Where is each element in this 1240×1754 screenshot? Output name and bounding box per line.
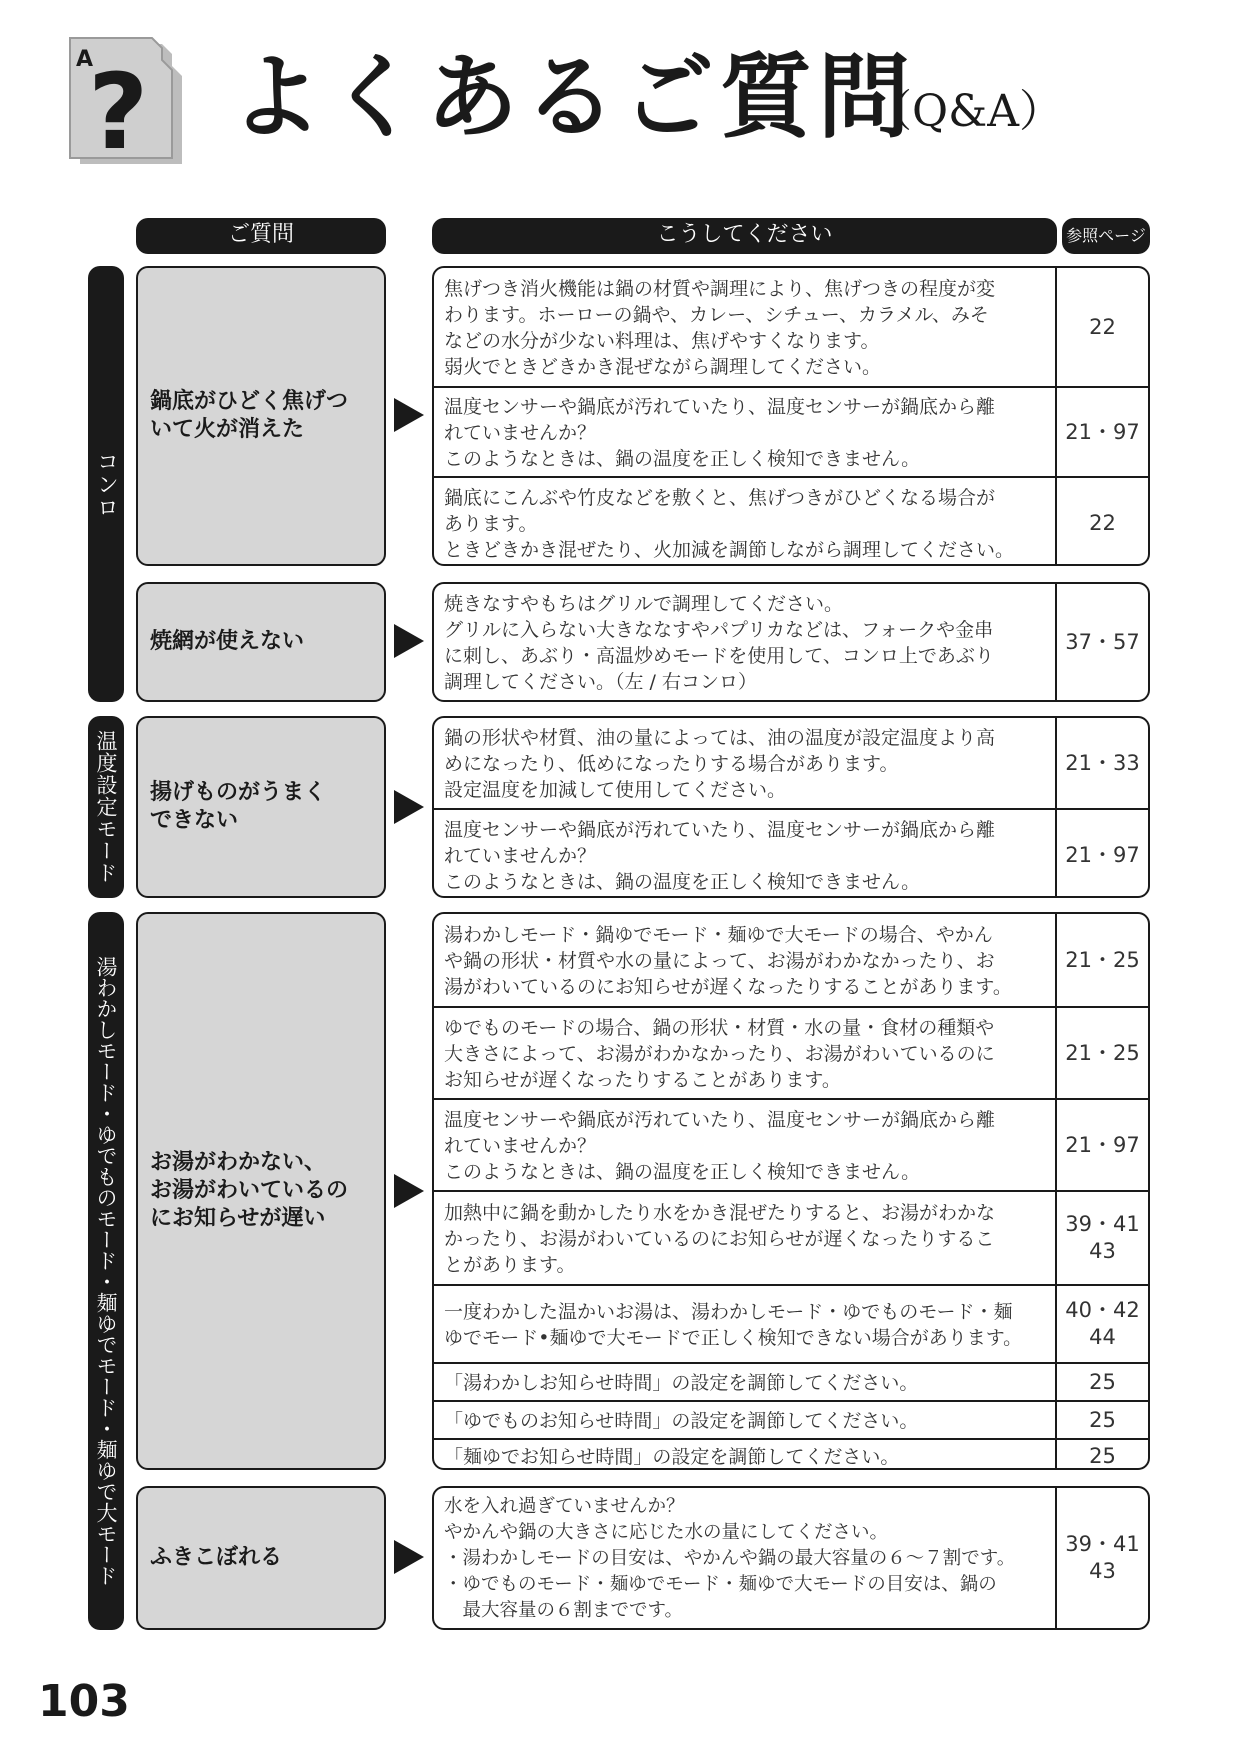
arrow-right-icon bbox=[394, 624, 424, 658]
category-tab-konro bbox=[88, 266, 124, 702]
question-box bbox=[136, 266, 386, 566]
question-box bbox=[136, 582, 386, 702]
reference-page: 25 bbox=[1089, 1443, 1116, 1468]
question-box bbox=[136, 912, 386, 1470]
answer-text: 温度センサーや鍋底が汚れていたり、温度センサーが鍋底から離 れていませんか？ このようなときは、鍋の温度を正しく検知できません。 bbox=[434, 388, 1057, 476]
answer-row bbox=[434, 1400, 1148, 1438]
arrow-right-icon bbox=[394, 790, 424, 824]
reference-page: 39・41 43 bbox=[1065, 1212, 1140, 1263]
reference-page: 25 bbox=[1089, 1369, 1116, 1394]
reference-page: 21・25 bbox=[1065, 947, 1140, 972]
page-title: よくあるご質問 bbox=[230, 44, 917, 151]
answer-row bbox=[434, 1438, 1148, 1470]
category-label: 温度設定モード bbox=[94, 730, 118, 884]
answer-row bbox=[434, 268, 1148, 386]
arrow-right-icon bbox=[394, 398, 424, 432]
answer-group bbox=[432, 582, 1150, 702]
answer-text: 水を入れ過ぎていませんか？ やかんや鍋の大きさに応じた水の量にしてください。 ・湯わかしモードの目安は、やかんや鍋の最大容量の６～７割です。 ・ゆでものモード・麺ゆでモード・麺ゆで大モードの目安は、鍋の 最大容量の６割までです。 bbox=[434, 1488, 1057, 1628]
answer-row bbox=[434, 1006, 1148, 1098]
answer-row bbox=[434, 584, 1148, 700]
icon-letter: A bbox=[76, 47, 94, 72]
question-column-header: ご質問 bbox=[136, 218, 386, 254]
answer-group bbox=[432, 912, 1150, 1470]
answer-row bbox=[434, 718, 1148, 808]
reference-page: 21・97 bbox=[1065, 1132, 1140, 1157]
reference-page: 21・97 bbox=[1065, 419, 1140, 444]
answer-text: 焦げつき消火機能は鍋の材質や調理により、焦げつきの程度が変 わります。ホーローの鍋や、カレー、シチュー、カラメル、みそ などの水分が少ない料理は、焦げやすくなります。 弱火でときどきかき混ぜながら調理してください。 bbox=[434, 268, 1057, 386]
answer-text: 焼きなすやもちはグリルで調理してください。 グリルに入らない大きななすやパプリカなどは、フォークや金串 に刺し、あぶり・高温炒めモードを使用して、コンロ上であぶり 調理してください。（左 / 右コンロ） bbox=[434, 584, 1057, 700]
question-text: 焼網が使えない bbox=[150, 629, 305, 654]
question-text: 鍋底がひどく焦げつ いて火が消えた bbox=[150, 389, 349, 442]
reference-page: 37・57 bbox=[1065, 629, 1140, 654]
category-label: 湯わかしモード・ゆでものモード・麺ゆでモード・麺ゆで大モード bbox=[94, 956, 118, 1586]
category-label: コンロ bbox=[93, 449, 119, 519]
answer-text: 鍋の形状や材質、油の量によっては、油の温度が設定温度より高 めになったり、低めになったりする場合があります。 設定温度を加減して使用してください。 bbox=[434, 718, 1057, 808]
answer-column-header: こうしてください bbox=[432, 218, 1057, 254]
page-number: 103 bbox=[38, 1676, 130, 1727]
answer-text: 加熱中に鍋を動かしたり水をかき混ぜたりすると、お湯がわかな かったり、お湯がわいているのにお知らせが遅くなったりするこ とがあります。 bbox=[434, 1192, 1057, 1284]
question-text: 揚げものがうまく できない bbox=[150, 780, 327, 833]
reference-page: 22 bbox=[1089, 510, 1116, 535]
reference-page: 22 bbox=[1089, 314, 1116, 339]
question-box bbox=[136, 1486, 386, 1630]
question-text: ふきこぼれる bbox=[150, 1545, 283, 1570]
answer-text: 「麺ゆでお知らせ時間」の設定を調節してください。 bbox=[434, 1440, 1057, 1470]
reference-column-header: 参照ページ bbox=[1062, 218, 1150, 254]
answer-row bbox=[434, 1098, 1148, 1190]
answer-group bbox=[432, 716, 1150, 898]
reference-page: 21・33 bbox=[1065, 750, 1140, 775]
answer-text: 「湯わかしお知らせ時間」の設定を調節してください。 bbox=[434, 1364, 1057, 1400]
icon-glyph: ? bbox=[88, 51, 149, 172]
answer-row bbox=[434, 386, 1148, 476]
answer-text: 温度センサーや鍋底が汚れていたり、温度センサーが鍋底から離 れていませんか？ このようなときは、鍋の温度を正しく検知できません。 bbox=[434, 1100, 1057, 1190]
answer-text: 温度センサーや鍋底が汚れていたり、温度センサーが鍋底から離 れていませんか？ このようなときは、鍋の温度を正しく検知できません。 bbox=[434, 810, 1057, 898]
answer-text: 鍋底にこんぶや竹皮などを敷くと、焦げつきがひどくなる場合が あります。 ときどきかき混ぜたり、火加減を調節しながら調理してください。 bbox=[434, 478, 1057, 566]
question-mark-icon bbox=[66, 36, 198, 172]
answer-text: ゆでものモードの場合、鍋の形状・材質・水の量・食材の種類や 大きさによって、お湯がわかなかったり、お湯がわいているのに お知らせが遅くなったりすることがあります。 bbox=[434, 1008, 1057, 1098]
answer-text: 湯わかしモード・鍋ゆでモード・麺ゆで大モードの場合、やかん や鍋の形状・材質や水の量によって、お湯がわかなかったり、お 湯がわいているのにお知らせが遅くなったりすることがあります。 bbox=[434, 914, 1057, 1006]
answer-row bbox=[434, 1362, 1148, 1400]
answer-row bbox=[434, 1190, 1148, 1284]
reference-page: 21・25 bbox=[1065, 1040, 1140, 1065]
arrow-right-icon bbox=[394, 1540, 424, 1574]
answer-row bbox=[434, 914, 1148, 1006]
answer-row bbox=[434, 476, 1148, 566]
answer-row bbox=[434, 1284, 1148, 1362]
reference-page: 39・41 43 bbox=[1065, 1532, 1140, 1583]
answer-row bbox=[434, 1488, 1148, 1628]
question-box bbox=[136, 716, 386, 898]
arrow-right-icon bbox=[394, 1174, 424, 1208]
reference-page: 25 bbox=[1089, 1407, 1116, 1432]
question-text: お湯がわかない、 お湯がわいているの にお知らせが遅い bbox=[150, 1150, 349, 1231]
answer-row bbox=[434, 808, 1148, 898]
answer-text: 一度わかした温かいお湯は、湯わかしモード・ゆでものモード・麺 ゆでモード•麺ゆで大モードで正しく検知できない場合があります。 bbox=[434, 1286, 1057, 1362]
reference-page: 40・42 44 bbox=[1065, 1298, 1140, 1349]
category-tab-boil-modes bbox=[88, 912, 124, 1630]
page-subtitle: （Q&A） bbox=[868, 86, 1064, 137]
reference-page: 21・97 bbox=[1065, 842, 1140, 867]
category-tab-temperature-mode bbox=[88, 716, 124, 898]
answer-text: 「ゆでものお知らせ時間」の設定を調節してください。 bbox=[434, 1402, 1057, 1438]
answer-group bbox=[432, 266, 1150, 566]
answer-group bbox=[432, 1486, 1150, 1630]
